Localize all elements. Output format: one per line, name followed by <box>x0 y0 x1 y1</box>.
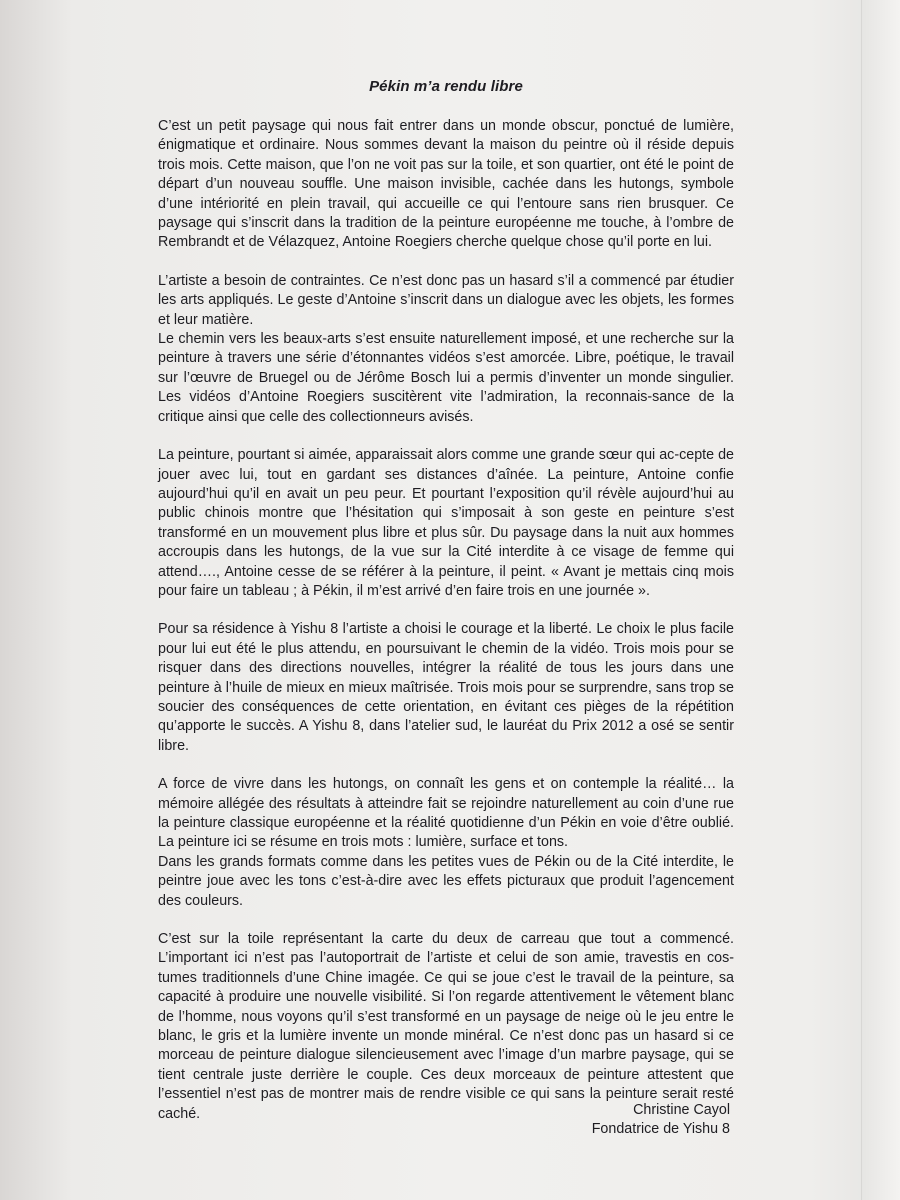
author-role: Fondatrice de Yishu 8 <box>591 1121 730 1138</box>
paragraph-3 <box>158 446 734 601</box>
paragraph-text: L’artiste a besoin de contraintes. Ce n’est donc pas un hasard s’il a commencé par étudier les arts appliqués. Le geste d’Antoine s’inscrit dans un dialogue avec les objets, les formes et leur matière. <box>158 272 734 328</box>
paragraph-4 <box>158 620 734 756</box>
paragraph-text: C’est un petit paysage qui nous fait entrer dans un monde obscur, ponctué de lumière, énigmatique et ordinaire. Nous sommes devant la maison du peintre où il réside depuis trois mois. Cette maison, que l’on ne voit pas sur la toile, et son quartier, ont été le point de départ d’un nouveau souffle. Une maison invisible, cachée dans les hutongs, symbole d’une intériorité en plein travail, qui accueille ce qui l’entoure sans rien brusquer. Ce paysage qui s’inscrit dans la tradition de la peinture européenne me touche, à l’ombre de Rembrandt et de Vélazquez, Antoine Roegiers cherche quelque chose qu’il porte en lui. <box>158 118 734 251</box>
author-name: Christine Cayol <box>633 1102 730 1118</box>
document-page <box>158 78 734 1143</box>
paragraph-text: A force de vivre dans les hutongs, on connaît les gens et on contemple la réalité… la mémoire allégée des résultats à atteindre fait se rejoindre naturellement au coin d’une rue la peinture classique européenne et la réalité quotidienne d’un Pékin en voie d’être oublié. La peinture ici se résume en trois mots : lumière, surface et tons. <box>158 776 734 851</box>
paragraph-2 <box>158 272 734 427</box>
signature-block <box>560 1101 730 1140</box>
wall-edge <box>861 0 900 1200</box>
paragraph-text: C’est sur la toile représentant la carte du deux de carreau que tout a commencé. L’important ici n’est pas l’autoportrait de l’artiste et celui de son amie, travestis en cos-tumes traditionnels d’une Chine imagée. Ce qui se joue c’est le travail de la peinture, sa capacité à produire une nouvelle visibilité. Si l’on regarde attentivement le vêtement blanc de l’homme, nous voyons qu’il s’est transformé en un paysage de neige où le jeu entre le blanc, le gris et la lumière invente un monde minéral. Ce n’est donc pas un hasard si ce morceau de peinture dialogue silencieusement avec l’image d’un marbre paysage, qui se tient centrale juste derrière le couple. Ces deux morceaux de peinture attestent que l’essentiel n’est pas de montrer mais de rendre visible ce qui sans la peinture serait resté caché. <box>158 931 734 1122</box>
paragraph-1 <box>158 117 734 253</box>
paragraph-text: Dans les grands formats comme dans les petites vues de Pékin ou de la Cité interdite, le peintre joue avec les tons c’est-à-dire avec les effets picturaux que produit l’agencement des couleurs. <box>158 853 734 909</box>
paragraph-text: Le chemin vers les beaux-arts s’est ensuite naturellement imposé, et une recherche sur la peinture à travers une série d’étonnantes vidéos s’est amorcée. Libre, poétique, le travail sur l’œuvre de Bruegel ou de Jérôme Bosch lui a permis d’inventer un monde singulier. Les vidéos d’Antoine Roegiers suscitèrent vite l’admiration, la reconnais-sance de la critique ainsi que celle des collectionneurs avisés. <box>158 331 734 425</box>
paragraph-5 <box>158 775 734 911</box>
paragraph-6 <box>158 930 734 1124</box>
document-title: Pékin m’a rendu libre <box>369 78 523 95</box>
paragraph-text: Pour sa résidence à Yishu 8 l’artiste a choisi le courage et la liberté. Le choix le plus facile pour lui eut été le plus attendu, en poursuivant le chemin de la vidéo. Trois mois pour se risquer dans des directions nouvelles, intégrer la réalité de tous les jours dans une peinture à l’huile de mieux en mieux maîtrisée. Trois mois pour se surprendre, sans trop se soucier des conséquences de cette orientation, en évitant ces pièges de la répétition qu’apporte le succès. A Yishu 8, dans l’atelier sud, le lauréat du Prix 2012 a osé se sentir libre. <box>158 621 734 754</box>
paragraph-text: La peinture, pourtant si aimée, apparaissait alors comme une grande sœur qui ac-cepte de jouer avec lui, tout en gardant ses distances d’aînée. La peinture, Antoine confie aujourd’hui qu’il en avait un peu peur. Et pourtant l’exposition qu’il révèle aujourd’hui au public chinois montre que l’hésitation qui s’imposait à son geste en peinture s’est transformé en un mouvement plus libre et plus sûr. Du paysage dans la nuit aux hommes accroupis dans les hutongs, de la vue sur la Cité interdite à ce visage de femme qui attend…., Antoine cesse de se référer à la peinture, il peint. « Avant je mettais cinq mois pour faire un tableau ; à Pékin, il m’est arrivé d’en faire trois en une journée ». <box>158 447 734 599</box>
